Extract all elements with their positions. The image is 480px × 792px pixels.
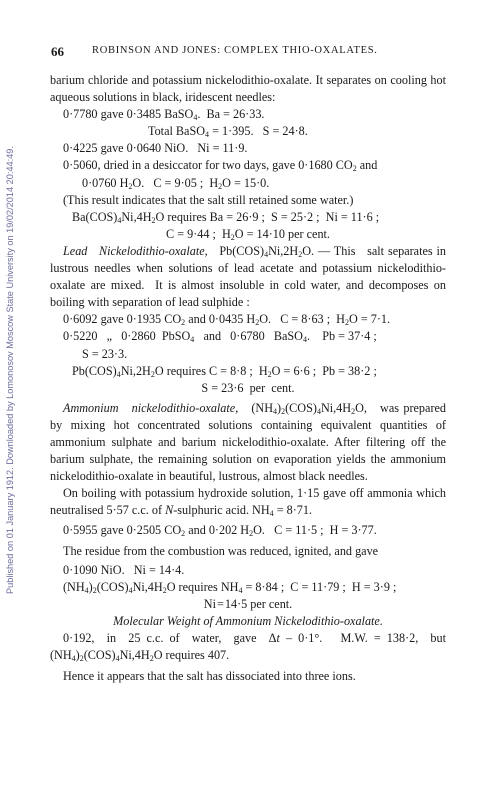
analysis-line: 0·5220 „ 0·2860 PbSO$_4$ and 0·6780 BaSO$_4$. Pb = 37·4 ;: [63, 329, 377, 345]
section-title: Molecular Weight of Ammonium Nickelodithio-oxalate.: [113, 613, 383, 628]
page-number: 66: [51, 44, 64, 59]
analysis-line: 0·4225 gave 0·0640 NiO. Ni = 11·9.: [63, 141, 248, 156]
paragraph: The residue from the combustion was reduced, ignited, and gave: [63, 543, 379, 558]
running-header: ROBINSON AND JONES: COMPLEX THIO-OXALATES.: [92, 45, 378, 56]
analysis-line: 0·0760 $H_2O$. C = 9·05 ; $H_2O = 15\cdot 0$.: [82, 175, 270, 191]
article-body: [50, 72, 446, 685]
paragraph: Lead Nickelodithio-oxalate, $Pb(COS)_4Ni,2H_2O$. — This salt separates in lustrous needles when solutions of lead acetate and potassium nickelodithio-oxalate are mixed. It is almost insoluble in cold water, and decomposes on boiling with separation of lead sulphide :: [50, 243, 446, 310]
publication-notice: Published on 01 January 1912. Downloaded by Lomonosov Moscow State University on 19/02/2014 20:44:49.: [5, 146, 15, 594]
analysis-line: 0·5955 gave 0·2505 $CO_2$ and 0·202 $H_2O$. C = 11·5 ; H = 3·77.: [63, 523, 377, 539]
paragraph: On boiling with potassium hydroxide solution, 1·15 gave off ammonia which neutralised 5·57 c.c. of N-sulphuric acid. $NH_4 = 8\cdot 71$.: [50, 486, 446, 519]
paragraph: 0·192, in 25 c.c. of water, gave Δt – 0·1°. M.W. = 138·2, but $(NH_4)_2(COS)_4Ni,4H_2O$ requires 407.: [50, 631, 446, 664]
formula-line: $Pb(COS)_4Ni,2H_2O$ requires C = 8·8 ; $H_2O = 6\cdot 6$ ; Pb = 38·2 ;: [72, 363, 377, 379]
analysis-line: 0·6092 gave 0·1935 $CO_2$ and 0·0435 $H_2O$. C = 8·63 ; $H_2O = 7\cdot 1$.: [63, 312, 391, 328]
formula-line: Ni = 14·5 per cent.: [203, 596, 293, 611]
analysis-line: Total BaSO$_4$ = 1·395. S = 24·8.: [148, 124, 308, 140]
formula-line: $(NH_4)_2(COS)_4Ni,4H_2O$ requires $NH_4 = 8\cdot 84$ ; C = 11·79 ; H = 3·9 ;: [63, 579, 397, 595]
analysis-line: S = 23·3.: [82, 346, 128, 361]
formula-line: $Ba(COS)_4Ni,4H_2O$ requires Ba = 26·9 ; S = 25·2 ; Ni = 11·6 ;: [72, 209, 380, 225]
analysis-line: 0·7780 gave 0·3485 BaSO$_4$. Ba = 26·33.: [63, 107, 265, 123]
paragraph: Ammonium nickelodithio-oxalate, $(NH_4)_2(COS)_4Ni,4H_2O$, was prepared by mixing hot concentrated solutions containing equivalent quantities of ammonium sulphate and barium nickelodithio-oxalate. After filtering off the barium sulphate, the remaining solution on evaporation yields the ammonium nickelodithio-oxalate in beautiful, lustrous, almost black needles.: [50, 400, 447, 484]
publication-sidebar: [2, 30, 18, 710]
note-line: (This result indicates that the salt still retained some water.): [63, 192, 354, 207]
paragraph: barium chloride and potassium nickelodithio-oxalate. It separates on cooling hot aqueous solutions in black, iridescent needles:: [50, 73, 446, 105]
paragraph: Hence it appears that the salt has dissociated into three ions.: [63, 669, 356, 684]
paragraph-tail: in beautiful, lustrous, almost black needles.: [156, 469, 368, 484]
formula-line: C = 9·44 ; $H_2O = 14\cdot 10$ per cent.: [166, 226, 330, 242]
formula-line: S = 23·6 per cent.: [201, 380, 295, 395]
analysis-line: 0·1090 NiO. Ni = 14·4.: [63, 562, 185, 577]
analysis-line: 0·5060, dried in a desiccator for two days, gave 0·1680 $CO_2$ and: [63, 158, 378, 174]
